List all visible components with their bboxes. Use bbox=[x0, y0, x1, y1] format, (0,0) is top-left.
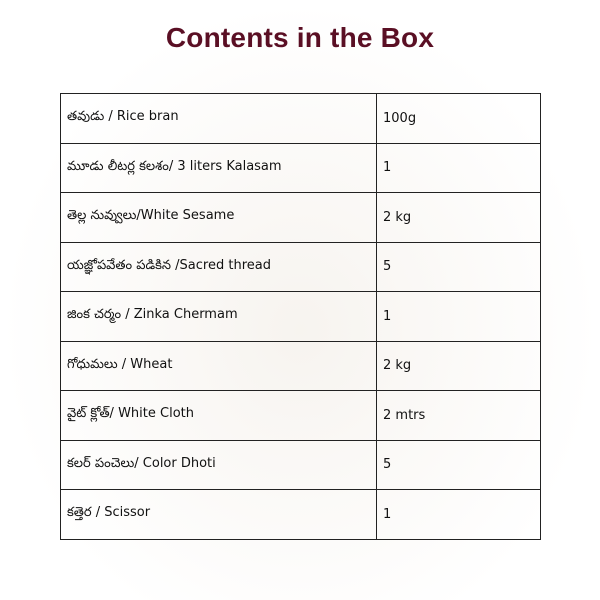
quantity-cell: 2 kg bbox=[377, 193, 541, 243]
table-row bbox=[61, 94, 541, 144]
table-row bbox=[61, 490, 541, 540]
item-name-cell: మూడు లీటర్ల కలశం/ 3 liters Kalasam bbox=[61, 143, 377, 193]
table-row bbox=[61, 440, 541, 490]
item-name-cell: తవుడు / Rice bran bbox=[61, 94, 377, 144]
item-name-cell: జింక చర్మం / Zinka Chermam bbox=[61, 292, 377, 342]
quantity-cell: 5 bbox=[377, 440, 541, 490]
item-name-cell: కలర్ పంచెలు/ Color Dhoti bbox=[61, 440, 377, 490]
quantity-cell: 1 bbox=[377, 292, 541, 342]
table-row bbox=[61, 193, 541, 243]
quantity-cell: 2 mtrs bbox=[377, 391, 541, 441]
item-name-cell: కత్తెర / Scissor bbox=[61, 490, 377, 540]
page-title: Contents in the Box bbox=[165, 22, 435, 53]
quantity-cell: 1 bbox=[377, 143, 541, 193]
quantity-cell: 1 bbox=[377, 490, 541, 540]
quantity-cell: 2 kg bbox=[377, 341, 541, 391]
table-row bbox=[61, 143, 541, 193]
item-name-cell: వైట్ క్లోత్/ White Cloth bbox=[61, 391, 377, 441]
table-row bbox=[61, 391, 541, 441]
quantity-cell: 5 bbox=[377, 242, 541, 292]
table-row bbox=[61, 242, 541, 292]
item-name-cell: గోధుమలు / Wheat bbox=[61, 341, 377, 391]
quantity-cell: 100g bbox=[377, 94, 541, 144]
contents-table bbox=[60, 93, 541, 540]
item-name-cell: తెల్ల నువ్వులు/White Sesame bbox=[61, 193, 377, 243]
table-row bbox=[61, 341, 541, 391]
table-row bbox=[61, 292, 541, 342]
item-name-cell: యజ్ఞోపవేతం పడికిన /Sacred thread bbox=[61, 242, 377, 292]
